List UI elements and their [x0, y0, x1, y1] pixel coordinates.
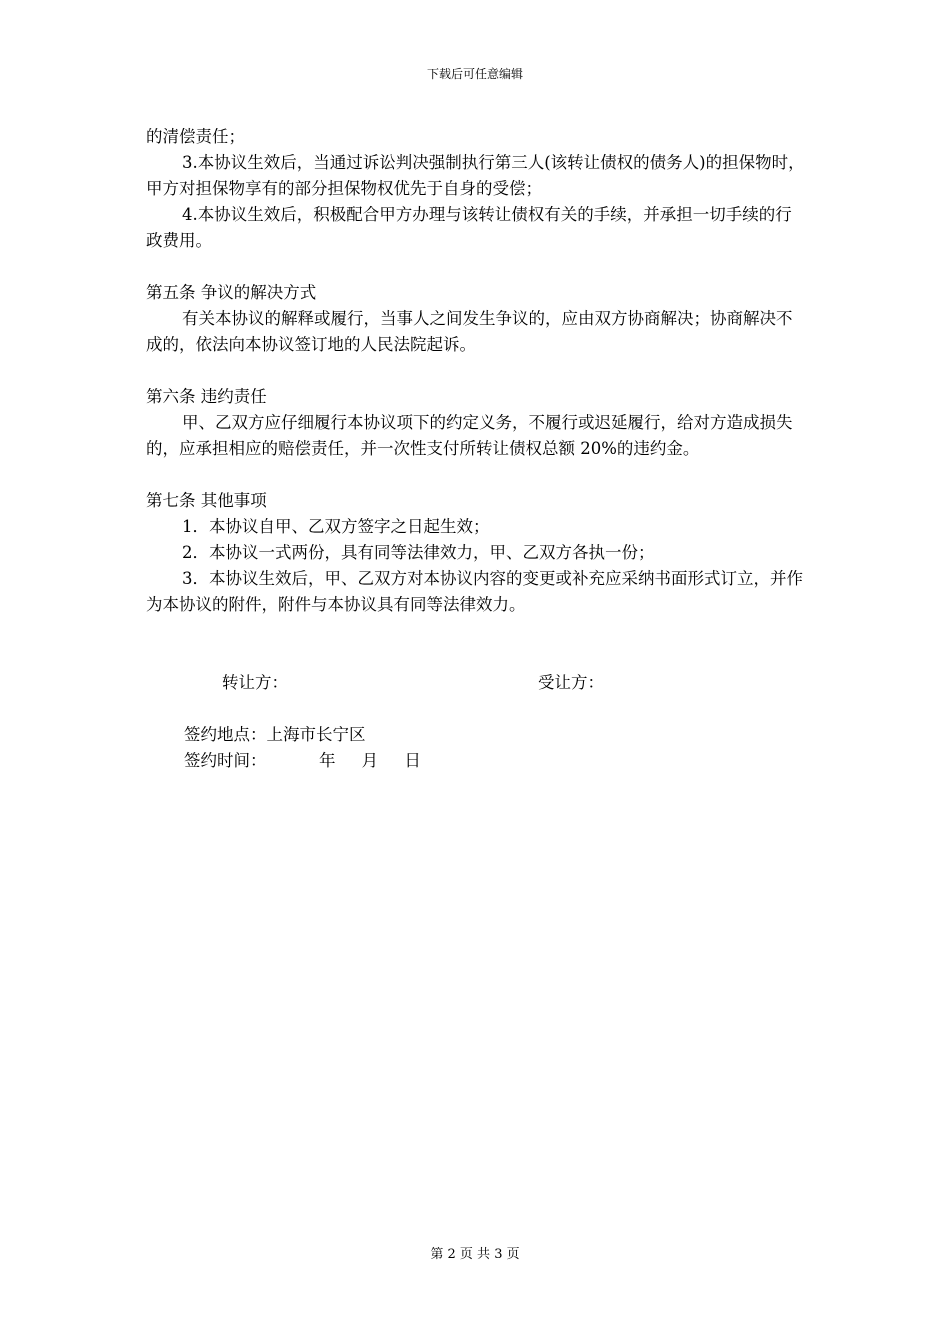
article-7-item-3: 3．本协议生效后，甲、乙双方对本协议内容的变更或补充应采纳书面形式订立，并作为本协议的附件，附件与本协议具有同等法律效力。	[146, 569, 803, 614]
spacer	[146, 644, 806, 670]
clause-item-3: 3.本协议生效后，当通过诉讼判决强制执行第三人(该转让债权的债务人)的担保物时，甲方对担保物享有的部分担保物权优先于自身的受偿；	[146, 153, 805, 198]
transferor-label: 转让方：	[222, 673, 288, 692]
spacer	[146, 358, 806, 384]
signature-row	[146, 670, 806, 696]
spacer	[146, 696, 806, 722]
paragraph-continuation: 的清偿责任；	[146, 127, 245, 146]
article-6-title: 第六条 违约责任	[146, 387, 267, 406]
signing-place: 签约地点：上海市长宁区	[184, 725, 366, 744]
article-7-title: 第七条 其他事项	[146, 491, 267, 510]
signing-time: 签约时间： 年 月 日	[184, 751, 421, 770]
page-footer: 第 2 页 共 3 页	[430, 1247, 520, 1262]
transferee-label: 受让方：	[538, 673, 604, 692]
document-body	[146, 124, 806, 774]
clause-item-4: 4.本协议生效后，积极配合甲方办理与该转让债权有关的手续，并承担一切手续的行政费用。	[146, 205, 792, 250]
spacer	[146, 618, 806, 644]
spacer	[146, 254, 806, 280]
article-5-title: 第五条 争议的解决方式	[146, 283, 317, 302]
spacer	[146, 462, 806, 488]
article-7-item-2: 2．本协议一式两份，具有同等法律效力，甲、乙双方各执一份；	[182, 543, 655, 562]
article-7-item-1: 1．本协议自甲、乙双方签字之日起生效；	[182, 517, 490, 536]
page-header: 下载后可任意编辑	[426, 67, 523, 81]
article-5-paragraph: 有关本协议的解释或履行，当事人之间发生争议的，应由双方协商解决；协商解决不成的，依法向本协议签订地的人民法院起诉。	[146, 309, 793, 354]
article-6-paragraph: 甲、乙双方应仔细履行本协议项下的约定义务，不履行或迟延履行，给对方造成损失的，应承担相应的赔偿责任，并一次性支付所转让债权总额 20%的违约金。	[146, 413, 793, 458]
